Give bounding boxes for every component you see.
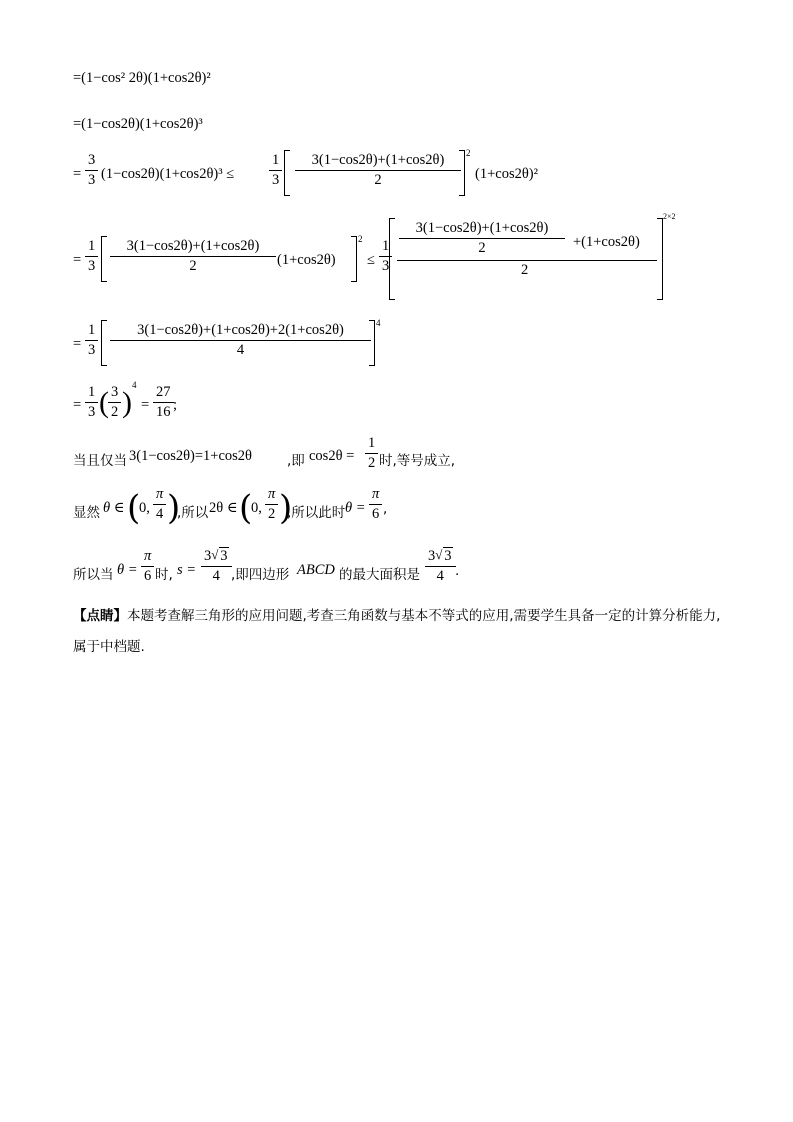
equals-sign: = [141,397,150,413]
denominator: 3 [88,172,96,188]
denominator: 3 [272,172,280,188]
left-paren: ( [127,488,141,528]
fraction [141,548,154,585]
text: , [383,501,388,517]
fraction [85,238,98,275]
square-root [435,548,452,565]
denominator: 3 [88,258,96,274]
expression: +(1+cos2θ) [573,234,640,250]
compound-fraction [397,220,657,276]
fraction [295,152,461,189]
numerator: π [369,486,382,505]
numerator: 1 [85,238,98,257]
text: ,即四边形 [231,567,290,583]
right-paren: ) [122,386,132,419]
text: ,即 [287,453,305,469]
fraction [110,238,276,275]
less-equal-sign: ≤ [367,252,375,268]
exponent: 4 [376,318,381,328]
equals-sign: = [73,166,82,182]
fraction [369,486,382,523]
text: 的最大面积是 [339,567,420,583]
denominator: 3 [88,404,96,420]
numerator: 27 [153,384,174,403]
text: 显然 [73,505,100,521]
coefficient: 3 [428,548,436,564]
text: 时, [155,567,173,583]
text: . [455,563,460,579]
numerator: 3 [108,384,121,403]
fraction [108,384,121,421]
numerator: 3(1−cos2θ)+(1+cos2θ) [295,152,461,171]
denominator: 6 [372,506,380,522]
radicand: 3 [444,548,452,564]
fraction [110,322,371,359]
fraction [153,384,174,421]
denominator: 2 [478,240,486,256]
expression: (1+cos2θ)² [475,166,538,182]
fraction [85,384,98,421]
denominator: 2 [268,506,276,522]
numerator: 1 [365,435,378,454]
numerator: 1 [85,384,98,403]
expression: θ ∈ [103,500,125,516]
numerator: 3(1−cos2θ)+(1+cos2θ)+2(1+cos2θ) [110,322,371,341]
numerator: 3(1−cos2θ)+(1+cos2θ) [399,220,565,239]
expression: 3(1−cos2θ)=1+cos2θ [129,448,252,464]
denominator: 2 [521,262,529,278]
left-bracket [101,320,107,366]
left-bracket [101,236,107,282]
exponent: 2×2 [663,212,676,221]
fraction [265,486,278,523]
fraction [85,322,98,359]
fraction [425,548,456,585]
exponent: 4 [132,380,137,390]
denominator: 2 [189,258,197,274]
denominator: 2 [111,404,119,420]
equation-text: =(1−cos2θ)(1+cos2θ)³ [73,116,203,132]
fraction [269,152,282,189]
right-bracket [351,236,357,282]
comment-label: 【点睛】 [73,608,127,624]
left-paren: ( [239,488,253,528]
equation-text: =(1−cos² 2θ)(1+cos2θ)² [73,70,211,86]
text: ,所以此时 [287,505,346,521]
right-bracket [459,150,465,196]
text: 所以当 [73,567,114,583]
numerator: 3(1−cos2θ)+(1+cos2θ) [110,238,276,257]
semicolon: ; [173,397,178,413]
expression: (1+cos2θ) [277,252,336,268]
denominator: 4 [436,568,444,584]
numerator: 1 [85,322,98,341]
denominator: 2 [374,172,382,188]
numerator: 1 [379,238,392,257]
denominator: 4 [236,342,245,358]
radicand: 3 [220,548,228,564]
expression: 0, [139,500,150,516]
right-paren: ) [167,488,181,528]
fraction-bar [397,260,657,261]
expression: cos2θ = [309,448,355,464]
denominator: 4 [212,568,220,584]
fraction [365,435,378,472]
equals-sign: = [73,397,82,413]
left-paren: ( [99,386,109,419]
exponent: 2 [358,234,363,244]
numerator [201,548,232,567]
numerator: π [141,548,154,567]
denominator: 16 [156,404,171,420]
expression: θ = [117,562,138,578]
coefficient: 3 [204,548,212,564]
expression: 0, [251,500,262,516]
comment-body: 本题考查解三角形的应用问题,考查三角函数与基本不等式的应用,需要学生具备一定的计算分析能力,属于中档题. [73,608,721,655]
right-paren: ) [279,488,293,528]
denominator: 3 [382,258,390,274]
expression: ABCD [297,562,335,578]
denominator: 4 [156,506,164,522]
text: ,所以 [177,505,209,521]
fraction [201,548,232,585]
equals-sign: = [73,336,82,352]
right-bracket [369,320,375,366]
text: 当且仅当 [73,453,127,469]
left-bracket [284,150,290,196]
right-big-bracket [657,218,663,300]
square-root [211,548,228,565]
numerator [425,548,456,567]
equals-sign: = [73,252,82,268]
numerator: π [153,486,166,505]
denominator: 6 [144,568,152,584]
fraction [85,152,98,189]
equation-line-1 [73,70,211,87]
exponent: 2 [466,148,471,158]
equation-line-2 [73,116,203,133]
text: 时,等号成立, [379,453,456,469]
expression: (1−cos2θ)(1+cos2θ)³ ≤ [101,166,235,182]
numerator: 3 [85,152,98,171]
expression: s = [177,562,197,578]
expression: θ = [345,500,366,516]
denominator: 2 [368,455,376,471]
denominator: 3 [88,342,96,358]
fraction [153,486,166,523]
numerator: 1 [269,152,282,171]
left-big-bracket [389,218,395,300]
expression: 2θ ∈ [209,500,238,516]
numerator: π [265,486,278,505]
fraction [399,220,565,257]
comment-paragraph [73,601,723,663]
